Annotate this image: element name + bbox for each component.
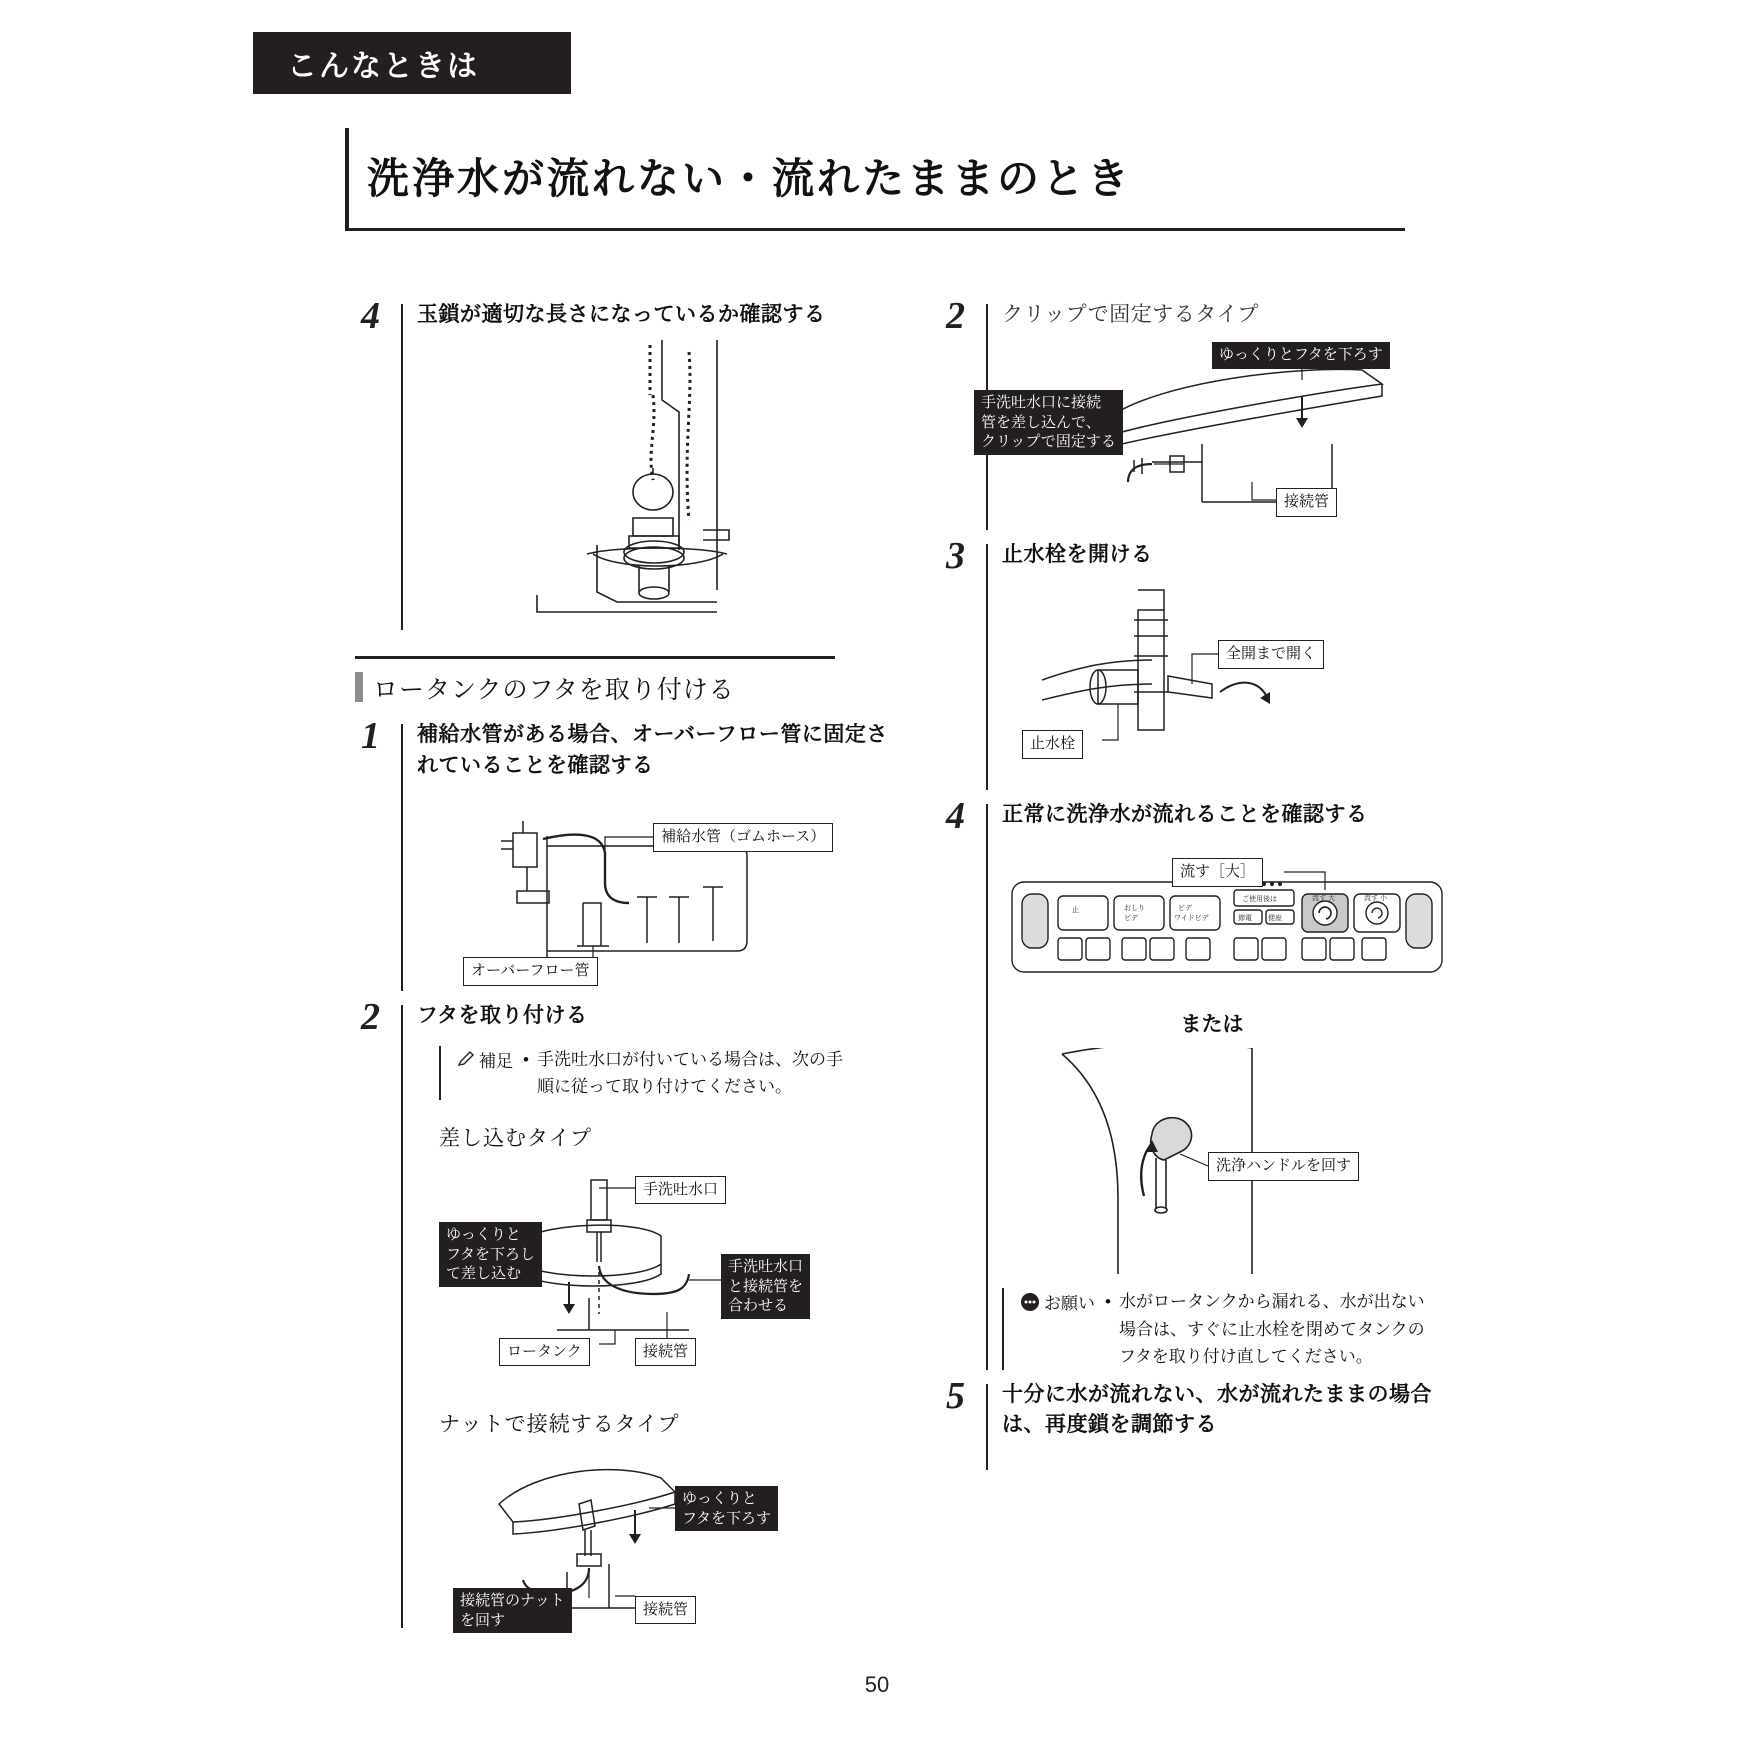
step-rule xyxy=(986,1384,988,1470)
step-number: 4 xyxy=(946,795,965,837)
label-turn-nut: 接続管のナット を回す xyxy=(453,1588,572,1633)
label-connection-pipe-clip: 接続管 xyxy=(1276,488,1337,516)
page-title-block xyxy=(345,128,1405,238)
step-text: 補給水管がある場合、オーバーフロー管に固定されていることを確認する xyxy=(417,723,888,777)
label-low-tank: ロータンク xyxy=(499,1338,590,1366)
left-column xyxy=(355,295,895,1638)
supplement-note xyxy=(439,1046,867,1100)
right-step-2 xyxy=(940,295,1460,530)
label-supply-hose: 補給水管（ゴムホース） xyxy=(653,823,833,851)
section-rule xyxy=(355,656,835,659)
request-note xyxy=(1002,1288,1440,1370)
title-underline xyxy=(345,228,1405,231)
note-body: • 手洗吐水口が付いている場合は、次の手順に従って取り付けてください。 xyxy=(521,1046,857,1100)
left-step-4 xyxy=(355,295,895,630)
svg-text:節電: 節電 xyxy=(1238,915,1252,923)
label-overflow-pipe: オーバーフロー管 xyxy=(463,957,598,985)
left-step-1 xyxy=(355,715,895,991)
svg-text:ご使用後は: ご使用後は xyxy=(1242,896,1277,904)
step-text: 正常に洗浄水が流れることを確認する xyxy=(1002,803,1368,826)
label-slow-lower-nut: ゆっくりと フタを下ろす xyxy=(675,1486,778,1531)
section-bar xyxy=(355,672,363,702)
label-hand-spout: 手洗吐水口 xyxy=(635,1176,726,1204)
subheading-insert-type: 差し込むタイプ xyxy=(439,1127,592,1151)
page-title: 洗浄水が流れない・流れたままのとき xyxy=(367,155,1133,202)
note-label: お願い xyxy=(1044,1294,1095,1314)
illustration-insert-type xyxy=(439,1162,895,1372)
label-slow-lower-insert: ゆっくりと フタを下ろし て差し込む xyxy=(439,1222,542,1287)
svg-text:止: 止 xyxy=(1072,907,1079,915)
step-number: 5 xyxy=(946,1375,965,1417)
step-rule xyxy=(401,724,403,991)
step-number: 2 xyxy=(361,996,380,1039)
section-title: ロータンクのフタを取り付ける xyxy=(373,676,735,705)
note-label: 補足 xyxy=(479,1051,513,1071)
step-number: 4 xyxy=(361,295,380,337)
subheading-nut-type: ナットで接続するタイプ xyxy=(439,1413,680,1437)
label-align-spout-pipe: 手洗吐水口 と接続管を 合わせる xyxy=(721,1254,810,1319)
svg-text:流す 小: 流す 小 xyxy=(1364,895,1387,903)
note-body: • 水がロータンクから漏れる、水が出ない場合は、すぐに止水栓を閉めてタンクのフタを取り付け直してください。 xyxy=(1103,1288,1440,1370)
svg-text:おしり: おしり xyxy=(1124,905,1145,913)
illustration-nut-type xyxy=(439,1448,895,1628)
illustration-clip-type xyxy=(981,340,1460,520)
step-rule xyxy=(401,1005,403,1628)
right-step-5 xyxy=(940,1375,1460,1470)
step-text: 玉鎖が適切な長さになっているか確認する xyxy=(417,303,826,326)
illustration-chain-length xyxy=(417,340,895,630)
step-rule xyxy=(986,544,988,790)
svg-text:ビデ: ビデ xyxy=(1178,905,1192,913)
request-icon xyxy=(1020,1288,1095,1314)
illustration-remote-control xyxy=(1002,864,1460,994)
svg-text:ワイドビデ: ワイドビデ xyxy=(1174,915,1209,923)
right-step-3 xyxy=(940,535,1460,790)
label-insert-and-clip: 手洗吐水口に接続 管を差し込んで、 クリップで固定する xyxy=(974,390,1123,455)
right-column xyxy=(940,295,1460,1480)
alternative-text: または xyxy=(1180,1013,1244,1037)
pencil-icon xyxy=(457,1046,513,1072)
title-accent-bar xyxy=(345,128,349,228)
step-text: 止水栓を開ける xyxy=(1002,543,1153,566)
left-step-2 xyxy=(355,996,895,1629)
label-turn-flush-handle: 洗浄ハンドルを回す xyxy=(1208,1152,1359,1180)
step-number: 1 xyxy=(361,715,380,758)
step-rule xyxy=(401,304,403,630)
page-number: 50 xyxy=(864,1672,890,1697)
step-rule xyxy=(986,804,988,1370)
right-step-4 xyxy=(940,795,1460,1370)
illustration-flush-handle xyxy=(1002,1048,1460,1278)
svg-text:流す 大: 流す 大 xyxy=(1312,895,1335,903)
section-heading-install-lid xyxy=(355,670,853,706)
label-stopcock: 止水栓 xyxy=(1022,730,1083,758)
step-text: クリップで固定するタイプ xyxy=(1002,303,1259,326)
label-connection-pipe: 接続管 xyxy=(635,1338,696,1366)
step-number: 2 xyxy=(946,295,965,337)
label-open-fully: 全開まで開く xyxy=(1218,640,1324,668)
svg-text:便座: 便座 xyxy=(1268,915,1282,923)
chapter-tab: こんなときは xyxy=(253,32,571,94)
note-rule xyxy=(1002,1288,1004,1370)
step-number: 3 xyxy=(946,535,965,577)
step-text: 十分に水が流れない、水が流れたままの場合は、再度鎖を調節する xyxy=(1002,1383,1432,1437)
label-connection-pipe-nut: 接続管 xyxy=(635,1596,696,1624)
label-slow-lower-clip: ゆっくりとフタを下ろす xyxy=(1212,342,1390,368)
illustration-overflow-pipe xyxy=(417,791,895,991)
svg-text:ビデ: ビデ xyxy=(1124,915,1138,923)
step-text: フタを取り付ける xyxy=(417,1004,588,1028)
note-rule xyxy=(439,1046,441,1100)
illustration-stopcock xyxy=(1030,580,1460,770)
label-flush-large: 流す［大］ xyxy=(1172,858,1263,886)
